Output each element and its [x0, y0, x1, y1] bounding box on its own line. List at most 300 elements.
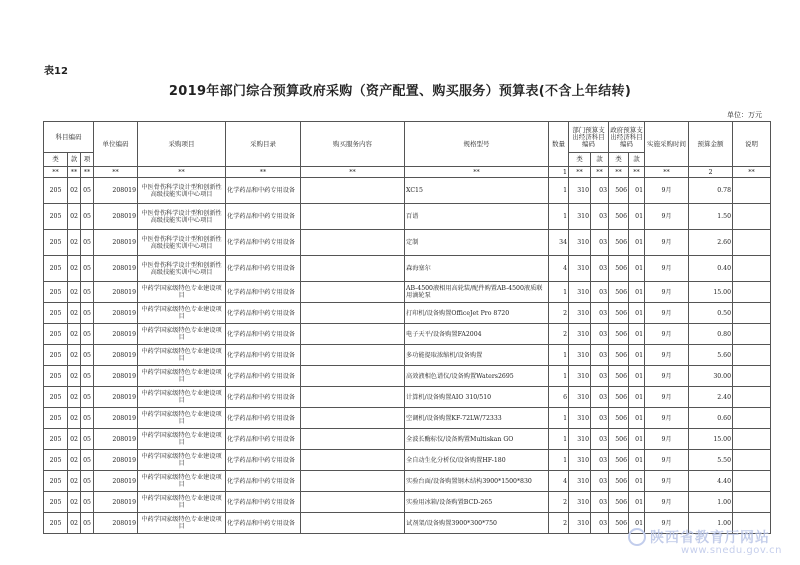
cell-note — [733, 178, 771, 204]
marker-cell: ** — [81, 167, 94, 178]
header-catalog: 采购目录 — [226, 122, 301, 167]
cell-qty: 6 — [549, 387, 569, 408]
cell-amount: 30.00 — [689, 366, 733, 387]
cell-service — [301, 345, 405, 366]
cell-gl: 506 — [609, 408, 629, 429]
header-dept-kuan: 款 — [591, 153, 609, 167]
cell-dl: 310 — [569, 178, 591, 204]
cell-dk: 03 — [591, 513, 609, 534]
cell-unit: 208019 — [94, 471, 138, 492]
cell-dk: 03 — [591, 492, 609, 513]
cell-project: 中医骨伤科学设计型和创新性高级技能实训中心项目 — [138, 230, 226, 256]
cell-xiang: 05 — [81, 204, 94, 230]
marker-cell: ** — [301, 167, 405, 178]
cell-gl: 506 — [609, 387, 629, 408]
cell-amount: 2.60 — [689, 230, 733, 256]
cell-gk: 01 — [629, 345, 645, 366]
marker-cell: ** — [609, 167, 629, 178]
cell-project: 中药学国家级特色专业建设项目 — [138, 408, 226, 429]
cell-dl: 310 — [569, 324, 591, 345]
cell-service — [301, 429, 405, 450]
cell-lei: 205 — [44, 450, 68, 471]
cell-time: 9月 — [645, 429, 689, 450]
table-row — [44, 429, 771, 450]
cell-catalog: 化学药品和中药专用设备 — [226, 429, 301, 450]
header-spec: 规格型号 — [405, 122, 549, 167]
cell-spec: XC15 — [405, 178, 549, 204]
cell-gk: 01 — [629, 256, 645, 282]
cell-spec: AB-4500液相用高轮装/配件购置AB-4500液质联用滴轮泵 — [405, 282, 549, 303]
watermark-text: 陕西省教育厅网站 — [650, 530, 770, 546]
cell-dk: 03 — [591, 366, 609, 387]
cell-amount: 1.50 — [689, 204, 733, 230]
cell-catalog: 化学药品和中药专用设备 — [226, 366, 301, 387]
cell-dk: 03 — [591, 178, 609, 204]
table-row — [44, 256, 771, 282]
cell-qty: 1 — [549, 450, 569, 471]
cell-gl: 506 — [609, 282, 629, 303]
cell-spec: 计算机/设备购置AIO 310/510 — [405, 387, 549, 408]
cell-unit: 208019 — [94, 303, 138, 324]
cell-project: 中医骨伤科学设计型和创新性高级技能实训中心项目 — [138, 204, 226, 230]
cell-spec: 全波长酶标仪/设备购置Multiskan GO — [405, 429, 549, 450]
cell-note — [733, 408, 771, 429]
cell-qty: 1 — [549, 408, 569, 429]
cell-note — [733, 450, 771, 471]
cell-gk: 01 — [629, 450, 645, 471]
cell-spec: 百谱 — [405, 204, 549, 230]
table-row — [44, 178, 771, 204]
table-number-label: 表12 — [44, 66, 68, 77]
cell-dl: 310 — [569, 256, 591, 282]
budget-table — [43, 121, 771, 534]
cell-gk: 01 — [629, 282, 645, 303]
cell-xiang: 05 — [81, 492, 94, 513]
header-amount: 预算金额 — [689, 122, 733, 167]
header-xiang: 项 — [81, 153, 94, 167]
cell-lei: 205 — [44, 204, 68, 230]
cell-xiang: 05 — [81, 513, 94, 534]
cell-spec: 多功能提取浓缩机/设备购置 — [405, 345, 549, 366]
cell-xiang: 05 — [81, 303, 94, 324]
cell-catalog: 化学药品和中药专用设备 — [226, 282, 301, 303]
cell-gl: 506 — [609, 256, 629, 282]
cell-note — [733, 492, 771, 513]
cell-dl: 310 — [569, 282, 591, 303]
cell-amount: 2.40 — [689, 387, 733, 408]
cell-note — [733, 282, 771, 303]
watermark-logo-icon — [628, 528, 646, 546]
header-qty: 数量 — [549, 122, 569, 167]
table-row — [44, 204, 771, 230]
cell-note — [733, 429, 771, 450]
cell-project: 中药学国家级特色专业建设项目 — [138, 303, 226, 324]
marker-cell: ** — [591, 167, 609, 178]
cell-unit: 208019 — [94, 429, 138, 450]
cell-xiang: 05 — [81, 345, 94, 366]
marker-cell: ** — [645, 167, 689, 178]
cell-amount: 1.00 — [689, 492, 733, 513]
header-project: 采购项目 — [138, 122, 226, 167]
cell-service — [301, 387, 405, 408]
cell-time: 9月 — [645, 282, 689, 303]
cell-unit: 208019 — [94, 204, 138, 230]
cell-lei: 205 — [44, 303, 68, 324]
cell-qty: 1 — [549, 178, 569, 204]
cell-dl: 310 — [569, 366, 591, 387]
cell-unit: 208019 — [94, 366, 138, 387]
table-row — [44, 408, 771, 429]
cell-lei: 205 — [44, 230, 68, 256]
cell-dl: 310 — [569, 513, 591, 534]
cell-lei: 205 — [44, 282, 68, 303]
cell-gk: 01 — [629, 429, 645, 450]
cell-xiang: 05 — [81, 324, 94, 345]
cell-qty: 1 — [549, 366, 569, 387]
cell-gk: 01 — [629, 366, 645, 387]
marker-cell: ** — [68, 167, 81, 178]
cell-service — [301, 256, 405, 282]
cell-kuan: 02 — [68, 387, 81, 408]
cell-unit: 208019 — [94, 324, 138, 345]
marker-cell: ** — [94, 167, 138, 178]
cell-spec: 森海塞尔 — [405, 256, 549, 282]
cell-catalog: 化学药品和中药专用设备 — [226, 387, 301, 408]
cell-gl: 506 — [609, 324, 629, 345]
cell-unit: 208019 — [94, 387, 138, 408]
table-row — [44, 303, 771, 324]
cell-dk: 03 — [591, 471, 609, 492]
header-gov-lei: 类 — [609, 153, 629, 167]
cell-project: 中医骨伤科学设计型和创新性高级技能实训中心项目 — [138, 256, 226, 282]
cell-kuan: 02 — [68, 408, 81, 429]
cell-qty: 1 — [549, 429, 569, 450]
marker-row — [44, 167, 771, 178]
cell-time: 9月 — [645, 303, 689, 324]
cell-service — [301, 513, 405, 534]
table-body — [44, 178, 771, 534]
table-row — [44, 282, 771, 303]
cell-time: 9月 — [645, 204, 689, 230]
cell-service — [301, 450, 405, 471]
header-service: 购买服务内容 — [301, 122, 405, 167]
cell-time: 9月 — [645, 324, 689, 345]
cell-project: 中药学国家级特色专业建设项目 — [138, 345, 226, 366]
cell-project: 中药学国家级特色专业建设项目 — [138, 387, 226, 408]
cell-xiang: 05 — [81, 178, 94, 204]
table-row — [44, 324, 771, 345]
cell-xiang: 05 — [81, 230, 94, 256]
cell-lei: 205 — [44, 408, 68, 429]
document-title: 2019年部门综合预算政府采购（资产配置、购买服务）预算表(不含上年结转) — [168, 84, 632, 99]
marker-cell: ** — [44, 167, 68, 178]
cell-lei: 205 — [44, 429, 68, 450]
cell-kuan: 02 — [68, 366, 81, 387]
header-gov-econ: 政府预算支出经济科目编码 — [609, 122, 645, 153]
cell-amount: 0.80 — [689, 324, 733, 345]
cell-project: 中药学国家级特色专业建设项目 — [138, 471, 226, 492]
cell-amount: 1.00 — [689, 513, 733, 534]
table-row — [44, 471, 771, 492]
cell-lei: 205 — [44, 366, 68, 387]
table-row — [44, 230, 771, 256]
cell-lei: 205 — [44, 256, 68, 282]
cell-note — [733, 204, 771, 230]
cell-note — [733, 366, 771, 387]
header-unit-code: 单位编码 — [94, 122, 138, 167]
header-subject-code: 科目编码 — [44, 122, 94, 153]
cell-spec: 试剂架/设备购置3900*300*750 — [405, 513, 549, 534]
cell-gk: 01 — [629, 492, 645, 513]
cell-amount: 5.60 — [689, 345, 733, 366]
header-note: 说明 — [733, 122, 771, 167]
cell-amount: 0.50 — [689, 303, 733, 324]
cell-service — [301, 303, 405, 324]
cell-time: 9月 — [645, 492, 689, 513]
cell-xiang: 05 — [81, 282, 94, 303]
cell-qty: 1 — [549, 282, 569, 303]
cell-catalog: 化学药品和中药专用设备 — [226, 178, 301, 204]
cell-dl: 310 — [569, 408, 591, 429]
cell-project: 中药学国家级特色专业建设项目 — [138, 282, 226, 303]
cell-unit: 208019 — [94, 230, 138, 256]
cell-spec: 全自动生化分析仪/设备购置HF-180 — [405, 450, 549, 471]
cell-dl: 310 — [569, 492, 591, 513]
cell-service — [301, 178, 405, 204]
cell-kuan: 02 — [68, 282, 81, 303]
cell-unit: 208019 — [94, 408, 138, 429]
cell-spec: 高效液相色谱仪/设备购置Waters2695 — [405, 366, 549, 387]
cell-qty: 2 — [549, 303, 569, 324]
cell-lei: 205 — [44, 492, 68, 513]
cell-project: 中医骨伤科学设计型和创新性高级技能实训中心项目 — [138, 178, 226, 204]
cell-kuan: 02 — [68, 256, 81, 282]
marker-cell: ** — [226, 167, 301, 178]
cell-gk: 01 — [629, 204, 645, 230]
cell-kuan: 02 — [68, 204, 81, 230]
cell-xiang: 05 — [81, 429, 94, 450]
cell-service — [301, 471, 405, 492]
cell-gk: 01 — [629, 230, 645, 256]
cell-unit: 208019 — [94, 178, 138, 204]
cell-spec: 定制 — [405, 230, 549, 256]
cell-project: 中药学国家级特色专业建设项目 — [138, 366, 226, 387]
cell-note — [733, 230, 771, 256]
cell-catalog: 化学药品和中药专用设备 — [226, 324, 301, 345]
marker-cell: ** — [733, 167, 771, 178]
cell-dk: 03 — [591, 324, 609, 345]
cell-amount: 15.00 — [689, 429, 733, 450]
cell-dk: 03 — [591, 256, 609, 282]
cell-project: 中药学国家级特色专业建设项目 — [138, 324, 226, 345]
marker-cell: 1 — [549, 167, 569, 178]
cell-gl: 506 — [609, 366, 629, 387]
cell-dl: 310 — [569, 387, 591, 408]
cell-time: 9月 — [645, 178, 689, 204]
cell-gk: 01 — [629, 324, 645, 345]
cell-xiang: 05 — [81, 366, 94, 387]
cell-gl: 506 — [609, 429, 629, 450]
header-dept-lei: 类 — [569, 153, 591, 167]
cell-kuan: 02 — [68, 429, 81, 450]
cell-amount: 15.00 — [689, 282, 733, 303]
cell-catalog: 化学药品和中药专用设备 — [226, 256, 301, 282]
cell-xiang: 05 — [81, 408, 94, 429]
cell-xiang: 05 — [81, 471, 94, 492]
cell-qty: 2 — [549, 513, 569, 534]
cell-service — [301, 324, 405, 345]
cell-service — [301, 204, 405, 230]
cell-dl: 310 — [569, 450, 591, 471]
table-row — [44, 366, 771, 387]
table-header — [44, 122, 771, 178]
cell-gl: 506 — [609, 345, 629, 366]
cell-lei: 205 — [44, 324, 68, 345]
cell-gl: 506 — [609, 492, 629, 513]
cell-qty: 4 — [549, 256, 569, 282]
cell-catalog: 化学药品和中药专用设备 — [226, 303, 301, 324]
cell-service — [301, 366, 405, 387]
cell-xiang: 05 — [81, 387, 94, 408]
cell-qty: 2 — [549, 324, 569, 345]
cell-dk: 03 — [591, 408, 609, 429]
table-row — [44, 492, 771, 513]
cell-kuan: 02 — [68, 450, 81, 471]
cell-gl: 506 — [609, 204, 629, 230]
marker-cell: ** — [138, 167, 226, 178]
cell-time: 9月 — [645, 408, 689, 429]
marker-cell: ** — [569, 167, 591, 178]
cell-dk: 03 — [591, 303, 609, 324]
marker-cell: ** — [405, 167, 549, 178]
cell-xiang: 05 — [81, 450, 94, 471]
cell-time: 9月 — [645, 366, 689, 387]
cell-gl: 506 — [609, 230, 629, 256]
cell-unit: 208019 — [94, 282, 138, 303]
cell-note — [733, 324, 771, 345]
cell-dk: 03 — [591, 345, 609, 366]
cell-catalog: 化学药品和中药专用设备 — [226, 345, 301, 366]
cell-time: 9月 — [645, 471, 689, 492]
cell-catalog: 化学药品和中药专用设备 — [226, 513, 301, 534]
cell-dl: 310 — [569, 230, 591, 256]
cell-time: 9月 — [645, 345, 689, 366]
cell-qty: 34 — [549, 230, 569, 256]
cell-amount: 0.78 — [689, 178, 733, 204]
cell-project: 中药学国家级特色专业建设项目 — [138, 513, 226, 534]
cell-dl: 310 — [569, 303, 591, 324]
cell-catalog: 化学药品和中药专用设备 — [226, 204, 301, 230]
cell-gl: 506 — [609, 178, 629, 204]
cell-project: 中药学国家级特色专业建设项目 — [138, 429, 226, 450]
cell-time: 9月 — [645, 256, 689, 282]
cell-kuan: 02 — [68, 324, 81, 345]
header-dept-econ: 部门预算支出经济科目编码 — [569, 122, 609, 153]
cell-dl: 310 — [569, 471, 591, 492]
cell-unit: 208019 — [94, 345, 138, 366]
cell-kuan: 02 — [68, 492, 81, 513]
cell-dk: 03 — [591, 387, 609, 408]
cell-amount: 5.50 — [689, 450, 733, 471]
cell-project: 中药学国家级特色专业建设项目 — [138, 492, 226, 513]
table-row — [44, 450, 771, 471]
cell-kuan: 02 — [68, 303, 81, 324]
cell-time: 9月 — [645, 387, 689, 408]
cell-unit: 208019 — [94, 450, 138, 471]
cell-lei: 205 — [44, 345, 68, 366]
cell-gk: 01 — [629, 408, 645, 429]
cell-time: 9月 — [645, 230, 689, 256]
cell-qty: 2 — [549, 492, 569, 513]
cell-dl: 310 — [569, 429, 591, 450]
cell-service — [301, 492, 405, 513]
cell-spec: 实验用冰箱/设备购置BCD-265 — [405, 492, 549, 513]
cell-note — [733, 345, 771, 366]
cell-kuan: 02 — [68, 345, 81, 366]
cell-lei: 205 — [44, 471, 68, 492]
cell-note — [733, 256, 771, 282]
cell-note — [733, 303, 771, 324]
header-kuan: 款 — [68, 153, 81, 167]
cell-lei: 205 — [44, 178, 68, 204]
header-gov-kuan: 款 — [629, 153, 645, 167]
cell-kuan: 02 — [68, 513, 81, 534]
cell-note — [733, 471, 771, 492]
cell-time: 9月 — [645, 450, 689, 471]
cell-gl: 506 — [609, 450, 629, 471]
unit-label: 单位：万元 — [727, 111, 762, 119]
cell-gk: 01 — [629, 387, 645, 408]
marker-cell: ** — [629, 167, 645, 178]
cell-spec: 空调机/设备购置KF-72LW/72333 — [405, 408, 549, 429]
cell-amount: 0.40 — [689, 256, 733, 282]
cell-catalog: 化学药品和中药专用设备 — [226, 492, 301, 513]
cell-gl: 506 — [609, 471, 629, 492]
cell-xiang: 05 — [81, 256, 94, 282]
cell-kuan: 02 — [68, 230, 81, 256]
cell-dk: 03 — [591, 282, 609, 303]
cell-qty: 1 — [549, 204, 569, 230]
cell-qty: 4 — [549, 471, 569, 492]
cell-catalog: 化学药品和中药专用设备 — [226, 230, 301, 256]
cell-catalog: 化学药品和中药专用设备 — [226, 408, 301, 429]
cell-amount: 4.40 — [689, 471, 733, 492]
cell-project: 中药学国家级特色专业建设项目 — [138, 450, 226, 471]
watermark-url: www.snedu.gov.cn — [681, 545, 782, 556]
header-time: 实施采购时间 — [645, 122, 689, 167]
cell-qty: 1 — [549, 345, 569, 366]
cell-gk: 01 — [629, 303, 645, 324]
cell-gl: 506 — [609, 513, 629, 534]
cell-dl: 310 — [569, 204, 591, 230]
cell-lei: 205 — [44, 387, 68, 408]
cell-spec: 实验台面/设备购置钢木结构3900*1500*830 — [405, 471, 549, 492]
cell-gk: 01 — [629, 513, 645, 534]
cell-dk: 03 — [591, 230, 609, 256]
cell-service — [301, 408, 405, 429]
cell-unit: 208019 — [94, 256, 138, 282]
cell-amount: 0.60 — [689, 408, 733, 429]
cell-dl: 310 — [569, 345, 591, 366]
cell-dk: 03 — [591, 204, 609, 230]
marker-cell: 2 — [689, 167, 733, 178]
cell-kuan: 02 — [68, 178, 81, 204]
table-row — [44, 345, 771, 366]
cell-service — [301, 282, 405, 303]
cell-kuan: 02 — [68, 471, 81, 492]
cell-catalog: 化学药品和中药专用设备 — [226, 450, 301, 471]
cell-dk: 03 — [591, 450, 609, 471]
